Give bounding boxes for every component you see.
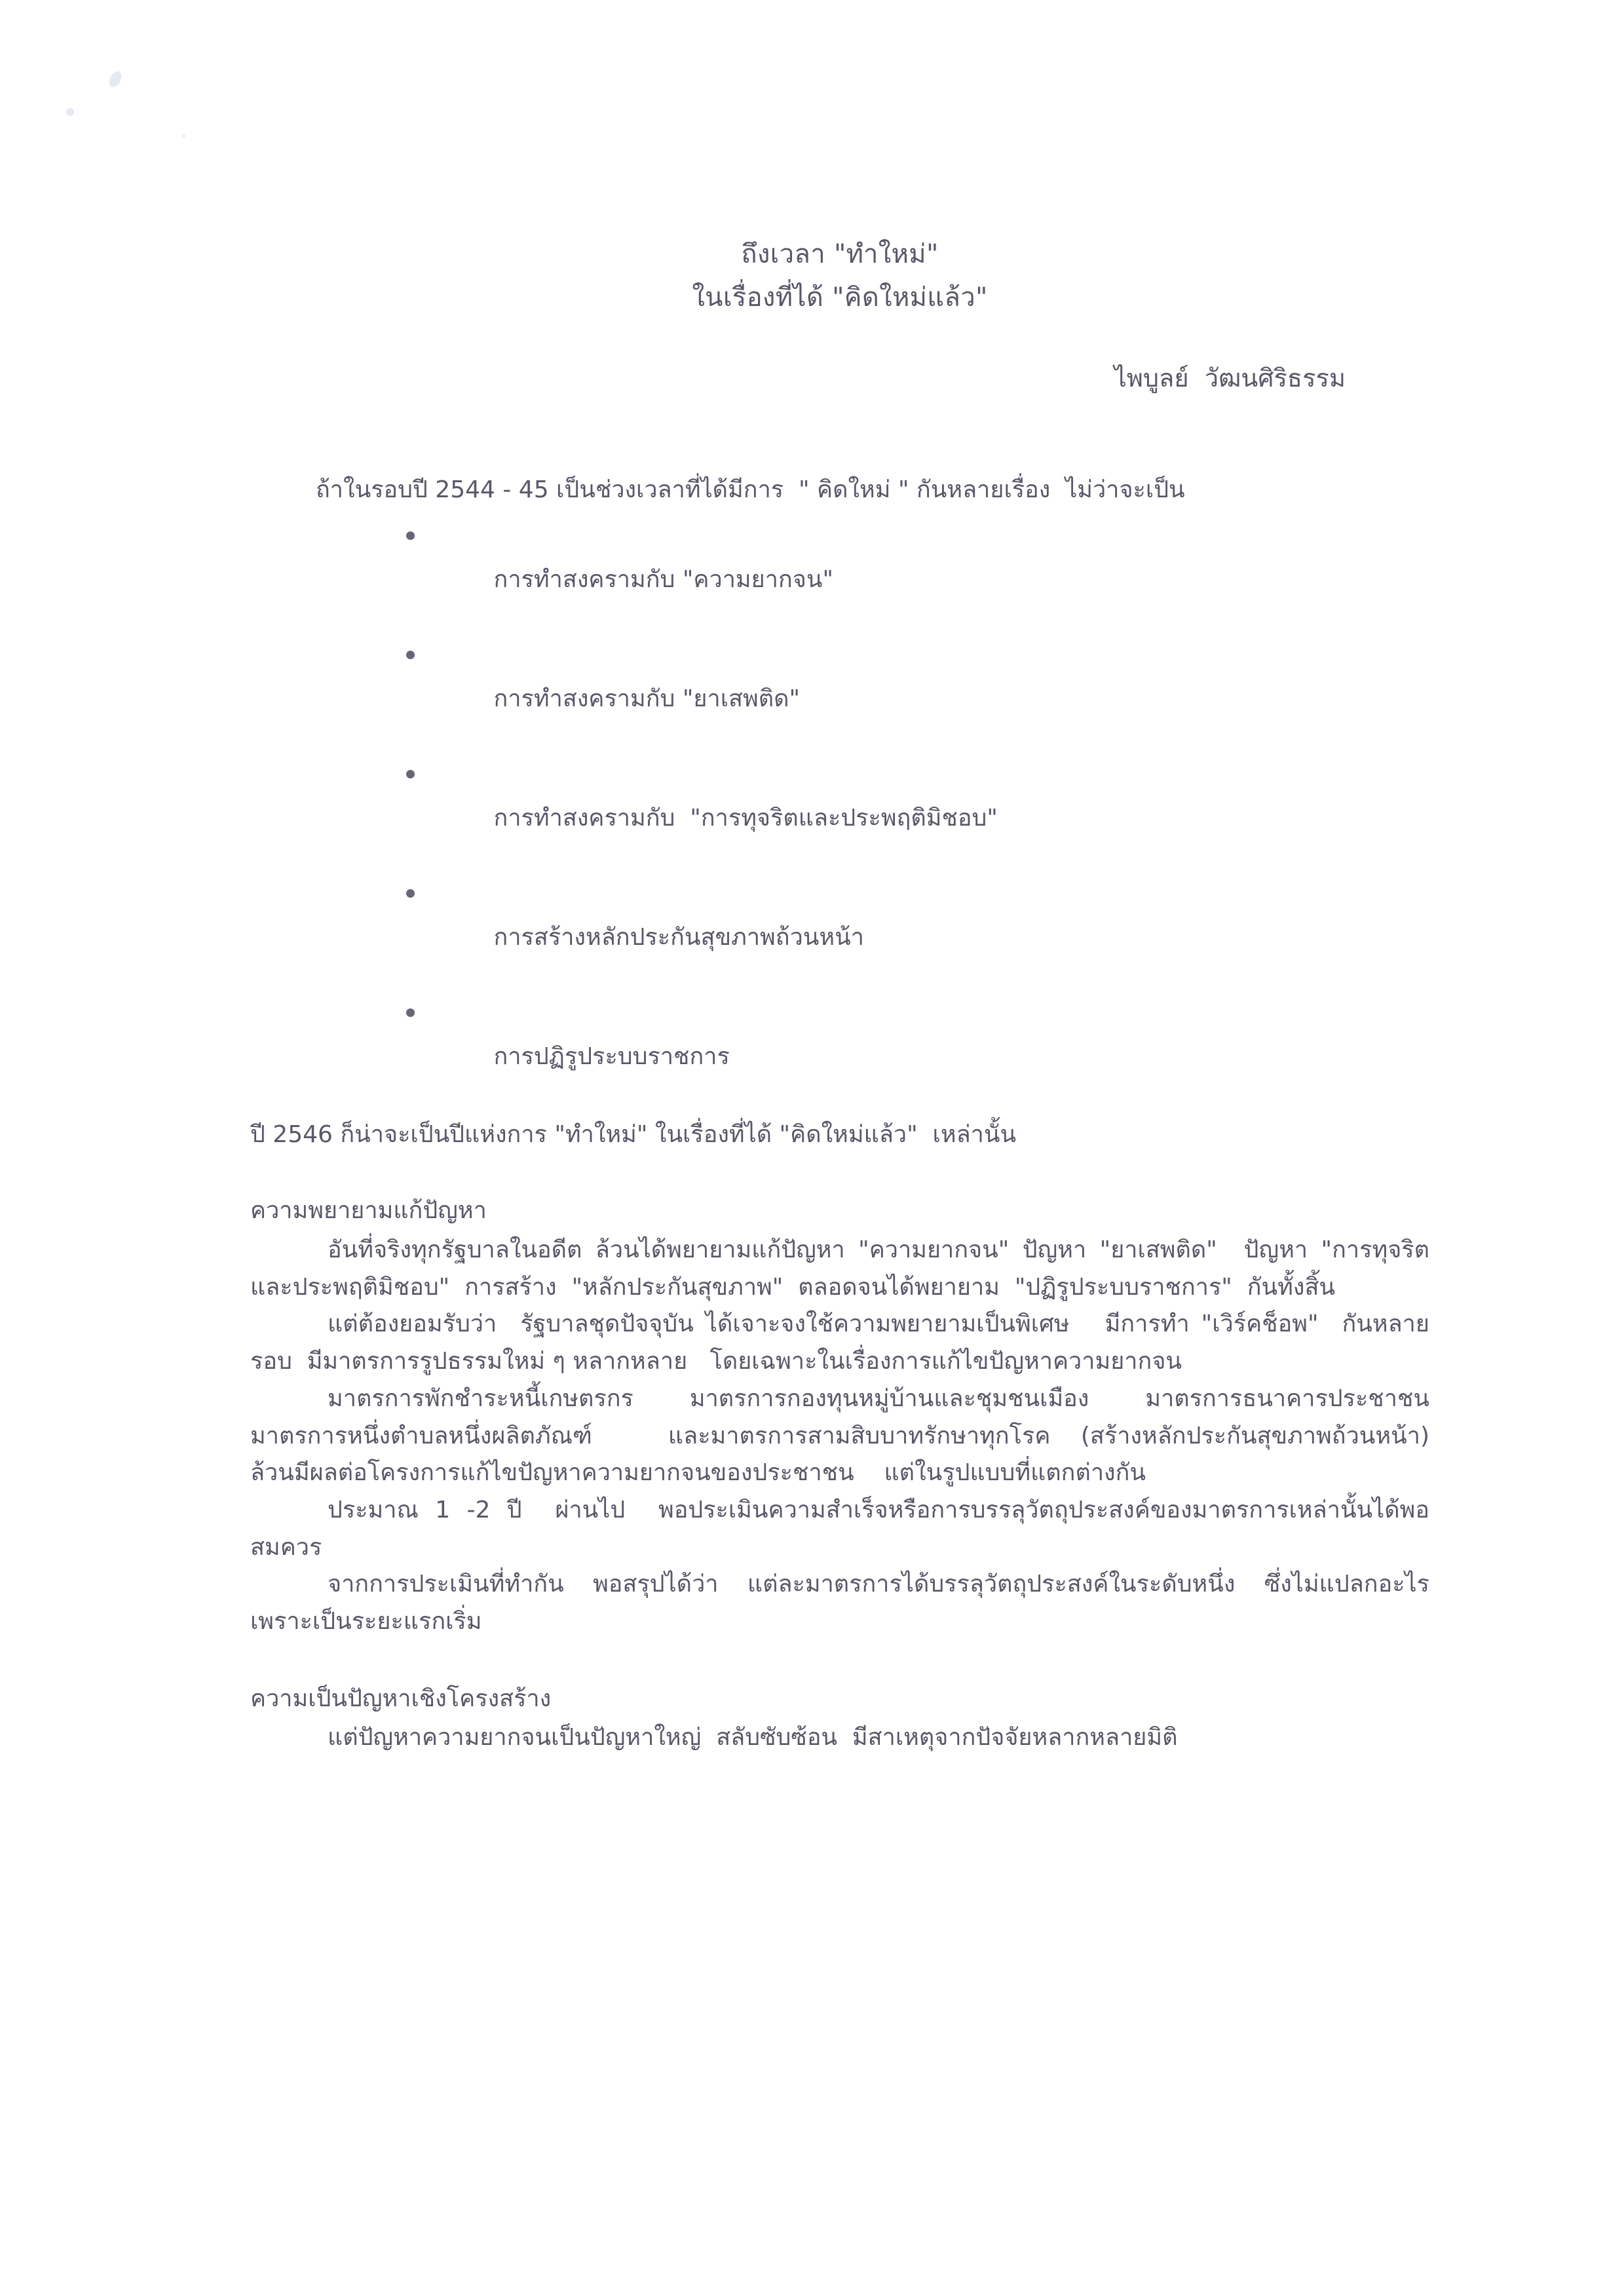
bullet-dot-icon bbox=[406, 531, 415, 540]
title-line-2: ในเรื่องที่ได้ "คิดใหม่แล้ว" bbox=[692, 282, 988, 313]
list-item-label: การทำสงครามกับ "ความยากจน" bbox=[493, 566, 834, 594]
list-item-label: การปฏิรูประบบราชการ bbox=[493, 1043, 730, 1071]
paragraph-text: แต่ต้องยอมรับว่า รัฐบาลชุดปัจจุบัน ได้เจาะจงใช้ความพยายามเป็นพิเศษ มีการทำ "เวิร์คช็อพ" กันหลายรอบ มีมาตรการรูปธรรมใหม่ ๆ หลากหลาย โดยเฉพาะในเรื่องการแก้ไขปัญหาความยากจน bbox=[250, 1311, 1429, 1375]
intro-bullet-list bbox=[250, 521, 1429, 1092]
paragraph-text: มาตรการพักชำระหนี้เกษตรกร มาตรการกองทุนหมู่บ้านและชุมชนเมือง มาตรการธนาคารประชาชน มาตรการหนึ่งตำบลหนึ่งผลิตภัณฑ์ และมาตรการสามสิบบาทรักษาทุกโรค (สร้างหลักประกันสุขภาพถ้วนหน้า) ล้วนมีผลต่อโครงการแก้ไขปัญหาความยากจนของประชาชน แต่ในรูปแบบที่แตกต่างกัน bbox=[250, 1385, 1467, 1487]
bullet-dot-icon bbox=[406, 770, 415, 778]
list-item bbox=[434, 759, 1429, 854]
list-item-label: การทำสงครามกับ "การทุจริตและประพฤติมิชอบ" bbox=[493, 805, 998, 832]
scan-artifact-speck bbox=[182, 134, 185, 138]
list-item bbox=[434, 998, 1429, 1092]
intro-closing-line: ปี 2546 ก็น่าจะเป็นปีแห่งการ "ทำใหม่" ในเรื่องที่ได้ "คิดใหม่แล้ว" เหล่านั้น bbox=[250, 1121, 1017, 1149]
author-byline: ไพบูลย์ วัฒนศิริธรรม bbox=[1114, 364, 1346, 392]
list-item-label: การทำสงครามกับ "ยาเสพติด" bbox=[493, 685, 801, 713]
paragraph-text: แต่ปัญหาความยากจนเป็นปัญหาใหญ่ สลับซับซ้อน มีสาเหตุจากปัจจัยหลากหลายมิติ bbox=[328, 1724, 1178, 1751]
paragraph bbox=[250, 1232, 1429, 1306]
document-title bbox=[250, 241, 1429, 311]
list-item-label: การสร้างหลักประกันสุขภาพถ้วนหน้า bbox=[493, 924, 864, 951]
paragraph bbox=[250, 1381, 1467, 1492]
scan-artifact-speck bbox=[66, 108, 74, 116]
paragraph bbox=[250, 1566, 1445, 1640]
title-line-1: ถึงเวลา "ทำใหม่" bbox=[741, 239, 939, 269]
paragraph bbox=[250, 1719, 1429, 1757]
list-item bbox=[434, 879, 1429, 973]
scan-artifact-speck bbox=[107, 69, 124, 89]
paragraph bbox=[250, 1306, 1429, 1380]
list-item bbox=[434, 640, 1429, 735]
bullet-dot-icon bbox=[406, 889, 415, 898]
paragraph bbox=[250, 1492, 1429, 1566]
bullet-dot-icon bbox=[406, 651, 415, 659]
paragraph-text: อันที่จริงทุกรัฐบาลในอดีต ล้วนได้พยายามแก้ปัญหา "ความยากจน" ปัญหา "ยาเสพติด" ปัญหา "การทุจริตและประพฤติมิชอบ" การสร้าง "หลักประกันสุขภาพ" ตลอดจนได้พยายาม "ปฏิรูประบบราชการ" กันทั้งสิ้น bbox=[250, 1236, 1429, 1301]
bullet-dot-icon bbox=[406, 1008, 415, 1017]
document-content bbox=[250, 0, 1467, 1757]
section-heading-efforts: ความพยายามแก้ปัญหา bbox=[250, 1197, 487, 1225]
list-item bbox=[434, 521, 1429, 615]
intro-lead-paragraph: ถ้าในรอบปี 2544 - 45 เป็นช่วงเวลาที่ได้มีการ " คิดใหม่ " กันหลายเรื่อง ไม่ว่าจะเป็น bbox=[316, 476, 1185, 503]
paragraph-text: จากการประเมินที่ทำกัน พอสรุปได้ว่า แต่ละมาตรการได้บรรลุวัตถุประสงค์ในระดับหนึ่ง ซึ่งไม่แปลกอะไร เพราะเป็นระยะแรกเริ่ม bbox=[250, 1571, 1445, 1635]
section-heading-structural: ความเป็นปัญหาเชิงโครงสร้าง bbox=[250, 1685, 552, 1712]
paragraph-text: ประมาณ 1 -2 ปี ผ่านไป พอประเมินความสำเร็จหรือการบรรลุวัตถุประสงค์ของมาตรการเหล่านั้นได้พอสมควร bbox=[250, 1496, 1429, 1561]
